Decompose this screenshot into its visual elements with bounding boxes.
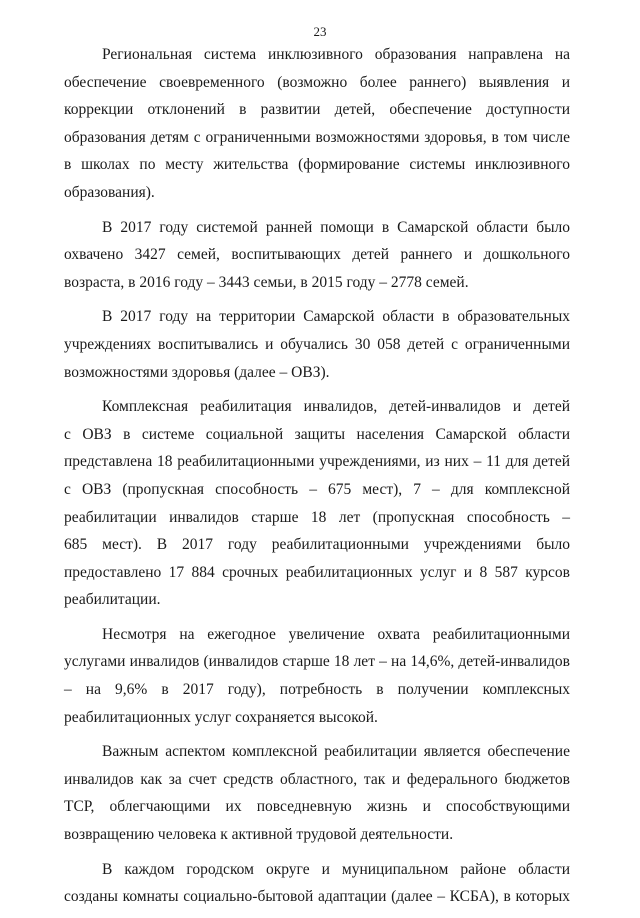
text-line: Важным аспектом комплексной реабилитации является обеспечение <box>102 743 570 761</box>
text-line: созданы комнаты социально-бытовой адаптации (далее – КСБА), в которых <box>64 888 570 906</box>
paragraph <box>64 303 570 386</box>
paragraph <box>64 393 570 614</box>
text-line: Несмотря на ежегодное увеличение охвата реабилитационными <box>102 625 570 643</box>
text-line: с ОВЗ (пропускная способность – 675 мест), 7 – для комплексной <box>64 480 570 498</box>
page-number: 23 <box>313 24 327 39</box>
text-line: В каждом городском округе и муниципальном районе области <box>102 860 570 878</box>
text-line: с ОВЗ в системе социальной защиты населения Самарской области <box>64 425 570 443</box>
text-line: возвращению человека к активной трудовой деятельности. <box>64 826 454 844</box>
text-line: реабилитации. <box>64 591 161 609</box>
text-line: В 2017 году на территории Самарской области в образовательных <box>102 308 570 326</box>
text-line: образования). <box>64 183 155 201</box>
text-line: Региональная система инклюзивного образования направлена на <box>102 46 570 63</box>
paragraph <box>64 214 570 297</box>
text-line: обеспечение своевременного (возможно более раннего) выявления и <box>64 73 570 91</box>
text-line: в школах по месту жительства (формирование системы инклюзивного <box>64 156 570 174</box>
text-line: услугами инвалидов (инвалидов старше 18 лет – на 14,6%, детей-инвалидов <box>64 653 570 671</box>
text-line: учреждениях воспитывались и обучались 30 058 детей с ограниченными <box>64 335 570 353</box>
paragraph <box>64 856 570 911</box>
text-line: реабилитационных услуг сохраняется высокой. <box>64 708 378 726</box>
body-text <box>64 41 570 918</box>
text-line: В 2017 году системой ранней помощи в Самарской области было <box>102 218 570 236</box>
paragraph <box>64 41 570 207</box>
text-line: Комплексная реабилитация инвалидов, детей-инвалидов и детей <box>102 398 570 416</box>
text-line: возраста, в 2016 году – 3443 семьи, в 2015 году – 2778 семей. <box>64 273 469 291</box>
text-line: охвачено 3427 семей, воспитывающих детей раннего и дошкольного <box>64 246 570 264</box>
paragraph <box>64 621 570 731</box>
text-line: представлена 18 реабилитационными учреждениями, из них – 11 для детей <box>64 453 570 471</box>
text-line: предоставлено 17 884 срочных реабилитационных услуг и 8 587 курсов <box>64 563 570 581</box>
text-line: ТСР, облегчающими их повседневную жизнь и способствующими <box>64 798 570 816</box>
text-line: – на 9,6% в 2017 году), потребность в получении комплексных <box>64 681 570 699</box>
text-line: образования детям с ограниченными возможностями здоровья, в том числе <box>64 128 570 146</box>
text-line: 685 мест). В 2017 году реабилитационными учреждениями было <box>64 536 570 554</box>
paragraph <box>64 738 570 848</box>
text-line: инвалидов как за счет средств областного, так и федерального бюджетов <box>64 770 570 788</box>
text-line: коррекции отклонений в развитии детей, обеспечение доступности <box>64 101 570 119</box>
text-line: реабилитации инвалидов старше 18 лет (пропускная способность – <box>64 508 570 526</box>
text-line: возможностями здоровья (далее – ОВЗ). <box>64 363 330 381</box>
